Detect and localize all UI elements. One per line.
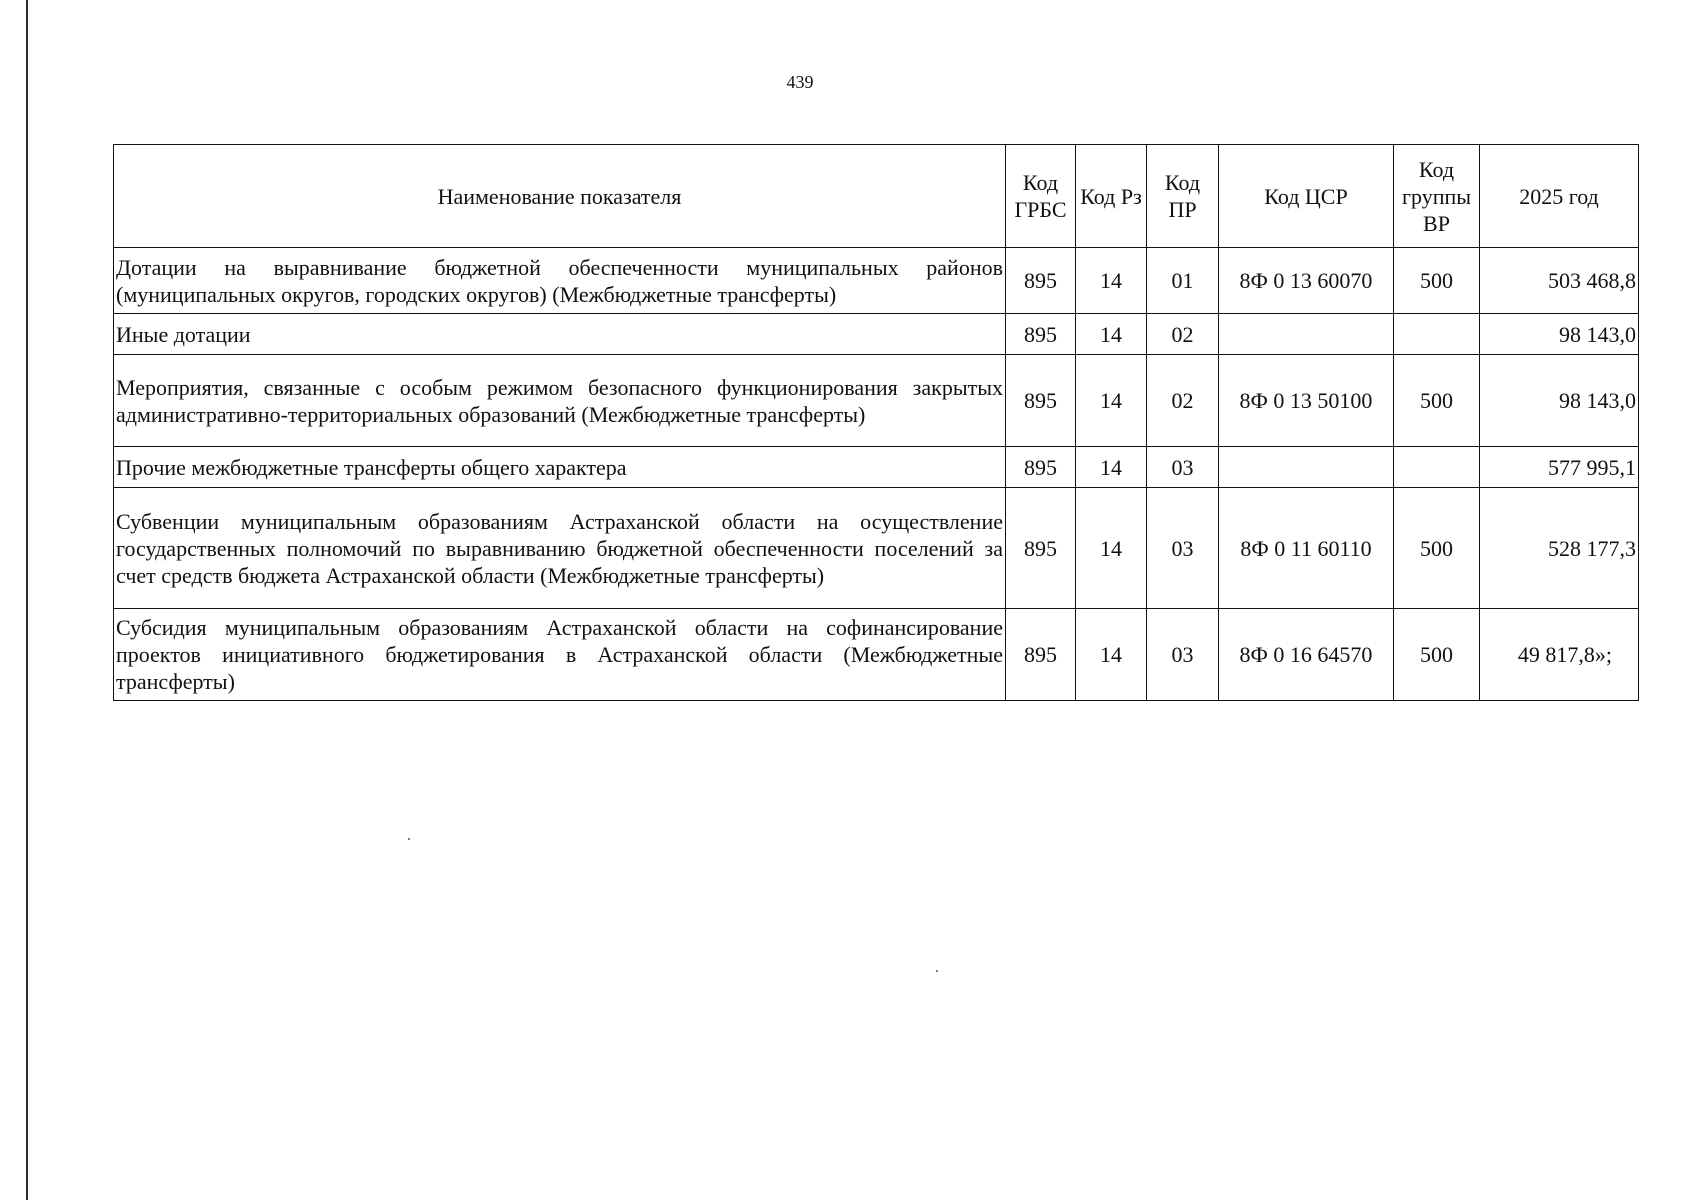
row-amount: 98 143,0 xyxy=(1480,314,1639,355)
row-pr: 02 xyxy=(1147,314,1219,355)
row-vr xyxy=(1394,314,1480,355)
row-amount: 49 817,8»; xyxy=(1480,609,1639,701)
row-name: Мероприятия, связанные с особым режимом безопасного функционирования закрытых административно-территориальных образований (Межбюджетные трансферты) xyxy=(114,355,1006,447)
header-name: Наименование показателя xyxy=(114,145,1006,248)
row-amount: 528 177,3 xyxy=(1480,488,1639,609)
row-grbs: 895 xyxy=(1006,488,1076,609)
row-name: Субвенции муниципальным образованиям Астраханской области на осуществление государственных полномочий по выравниванию бюджетной обеспеченности поселений за счет средств бюджета Астраханской области (Межбюджетные трансферты) xyxy=(114,488,1006,609)
row-rz: 14 xyxy=(1076,609,1147,701)
header-pr: Код ПР xyxy=(1147,145,1219,248)
header-grbs: Код ГРБС xyxy=(1006,145,1076,248)
row-vr: 500 xyxy=(1394,488,1480,609)
row-pr: 03 xyxy=(1147,447,1219,488)
row-vr: 500 xyxy=(1394,248,1480,314)
row-pr: 01 xyxy=(1147,248,1219,314)
row-csr xyxy=(1219,314,1394,355)
row-vr: 500 xyxy=(1394,609,1480,701)
scan-border-line xyxy=(26,0,28,1200)
row-rz: 14 xyxy=(1076,355,1147,447)
row-vr xyxy=(1394,447,1480,488)
page-number: 439 xyxy=(786,72,814,92)
header-rz: Код Рз xyxy=(1076,145,1147,248)
budget-table xyxy=(113,144,1639,701)
table-row xyxy=(114,488,1639,609)
row-csr: 8Ф 0 16 64570 xyxy=(1219,609,1394,701)
row-name: Иные дотации xyxy=(114,314,1006,355)
table-header-row xyxy=(114,145,1639,248)
header-year: 2025 год xyxy=(1480,145,1639,248)
row-csr: 8Ф 0 13 50100 xyxy=(1219,355,1394,447)
row-rz: 14 xyxy=(1076,248,1147,314)
row-csr: 8Ф 0 11 60110 xyxy=(1219,488,1394,609)
table-row xyxy=(114,248,1639,314)
row-pr: 03 xyxy=(1147,609,1219,701)
row-amount: 98 143,0 xyxy=(1480,355,1639,447)
row-amount: 503 468,8 xyxy=(1480,248,1639,314)
row-rz: 14 xyxy=(1076,488,1147,609)
scan-speck xyxy=(408,838,410,840)
row-rz: 14 xyxy=(1076,314,1147,355)
table-row xyxy=(114,355,1639,447)
row-amount: 577 995,1 xyxy=(1480,447,1639,488)
table-row xyxy=(114,447,1639,488)
header-vr: Код группы ВР xyxy=(1394,145,1480,248)
row-name: Прочие межбюджетные трансферты общего характера xyxy=(114,447,1006,488)
row-grbs: 895 xyxy=(1006,609,1076,701)
row-name: Субсидия муниципальным образованиям Астраханской области на софинансирование проектов инициативного бюджетирования в Астраханской области (Межбюджетные трансферты) xyxy=(114,609,1006,701)
row-csr: 8Ф 0 13 60070 xyxy=(1219,248,1394,314)
row-rz: 14 xyxy=(1076,447,1147,488)
row-pr: 02 xyxy=(1147,355,1219,447)
row-name: Дотации на выравнивание бюджетной обеспеченности муниципальных районов (муниципальных округов, городских округов) (Межбюджетные трансферты) xyxy=(114,248,1006,314)
row-grbs: 895 xyxy=(1006,248,1076,314)
row-vr: 500 xyxy=(1394,355,1480,447)
header-csr: Код ЦСР xyxy=(1219,145,1394,248)
table-row xyxy=(114,609,1639,701)
row-grbs: 895 xyxy=(1006,355,1076,447)
table-row xyxy=(114,314,1639,355)
row-pr: 03 xyxy=(1147,488,1219,609)
scan-speck xyxy=(936,970,938,972)
row-grbs: 895 xyxy=(1006,447,1076,488)
row-grbs: 895 xyxy=(1006,314,1076,355)
row-csr xyxy=(1219,447,1394,488)
